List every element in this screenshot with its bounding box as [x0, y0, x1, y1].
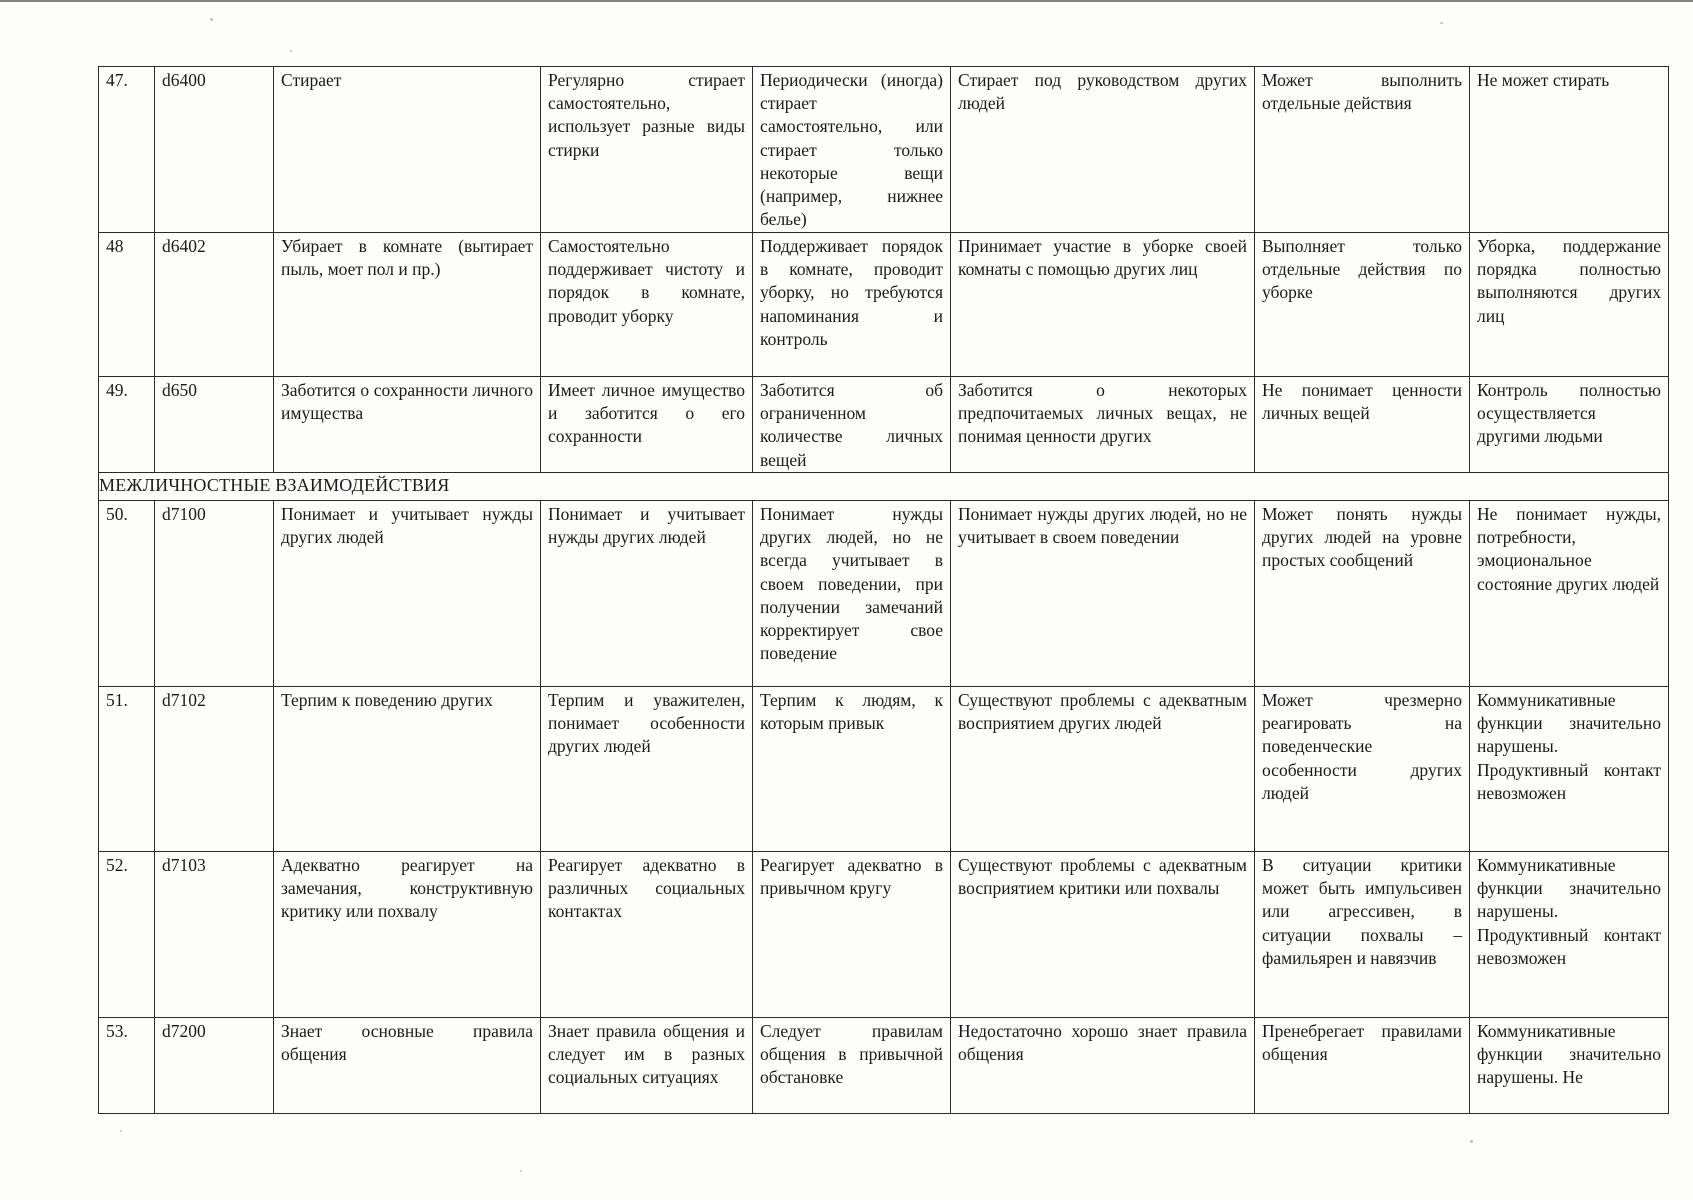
row-number: 50. — [99, 501, 155, 687]
level-cell: Понимает и учитывает нужды других людей — [541, 501, 753, 687]
row-number: 49. — [99, 377, 155, 473]
level-cell: Периодически (иногда) стирает самостоятельно, или стирает только некоторые вещи (например, нижнее белье) — [753, 67, 951, 233]
activity-name: Знает основные правила общения — [274, 1018, 541, 1114]
level-cell: Не может стирать — [1470, 67, 1669, 233]
level-cell: Терпим и уважителен, понимает особенности других людей — [541, 687, 753, 852]
activity-name: Понимает и учитывает нужды других людей — [274, 501, 541, 687]
row-number: 52. — [99, 852, 155, 1018]
level-cell: Существуют проблемы с адекватным восприятием критики или похвалы — [951, 852, 1255, 1018]
assessment-table — [98, 66, 1669, 1114]
scan-top-edge — [0, 0, 1693, 2]
table-row — [99, 377, 1669, 473]
scan-speck — [520, 1170, 522, 1172]
row-number: 47. — [99, 67, 155, 233]
level-cell: Уборка, поддержание порядка полностью выполняются других лиц — [1470, 233, 1669, 377]
level-cell: Знает правила общения и следует им в разных социальных ситуациях — [541, 1018, 753, 1114]
level-cell: Принимает участие в уборке своей комнаты с помощью других лиц — [951, 233, 1255, 377]
table-row — [99, 1018, 1669, 1114]
level-cell: Выполняет только отдельные действия по уборке — [1255, 233, 1470, 377]
level-cell: Может чрезмерно реагировать на поведенческие особенности других людей — [1255, 687, 1470, 852]
level-cell: Коммуникативные функции значительно нарушены. Продуктивный контакт невозможен — [1470, 852, 1669, 1018]
scan-speck — [210, 18, 213, 21]
table-row — [99, 233, 1669, 377]
level-cell: Стирает под руководством других людей — [951, 67, 1255, 233]
level-cell: Коммуникативные функции значительно нарушены. Не — [1470, 1018, 1669, 1114]
level-cell: Понимает нужды других людей, но не всегда учитывает в своем поведении, при получении замечаний корректирует свое поведение — [753, 501, 951, 687]
section-row — [99, 473, 1669, 501]
section-title: МЕЖЛИЧНОСТНЫЕ ВЗАИМОДЕЙСТВИЯ — [99, 473, 1669, 501]
level-cell: Может выполнить отдельные действия — [1255, 67, 1470, 233]
scan-speck — [1440, 22, 1443, 24]
icf-code: d650 — [155, 377, 274, 473]
table-row — [99, 501, 1669, 687]
icf-code: d6402 — [155, 233, 274, 377]
level-cell: Недостаточно хорошо знает правила общения — [951, 1018, 1255, 1114]
row-number: 48 — [99, 233, 155, 377]
activity-name: Заботится о сохранности личного имущества — [274, 377, 541, 473]
level-cell: Поддерживает порядок в комнате, проводит уборку, но требуются напоминания и контроль — [753, 233, 951, 377]
scan-speck — [290, 50, 292, 52]
level-cell: Может понять нужды других людей на уровне простых сообщений — [1255, 501, 1470, 687]
row-number: 53. — [99, 1018, 155, 1114]
activity-name: Стирает — [274, 67, 541, 233]
icf-code: d7100 — [155, 501, 274, 687]
level-cell: Заботится об ограниченном количестве личных вещей — [753, 377, 951, 473]
level-cell: Имеет личное имущество и заботится о его сохранности — [541, 377, 753, 473]
table-row — [99, 67, 1669, 233]
icf-code: d7200 — [155, 1018, 274, 1114]
level-cell: Реагирует адекватно в привычном кругу — [753, 852, 951, 1018]
level-cell: В ситуации критики может быть импульсивен или агрессивен, в ситуации похвалы – фамильярен и навязчив — [1255, 852, 1470, 1018]
level-cell: Реагирует адекватно в различных социальных контактах — [541, 852, 753, 1018]
activity-name: Убирает в комнате (вытирает пыль, моет пол и пр.) — [274, 233, 541, 377]
level-cell: Коммуникативные функции значительно нарушены. Продуктивный контакт невозможен — [1470, 687, 1669, 852]
scan-speck — [1470, 1140, 1473, 1143]
level-cell: Терпим к людям, к которым привык — [753, 687, 951, 852]
scan-speck — [120, 1130, 122, 1132]
level-cell: Самостоятельно поддерживает чистоту и порядок в комнате, проводит уборку — [541, 233, 753, 377]
table-row — [99, 852, 1669, 1018]
level-cell: Пренебрегает правилами общения — [1255, 1018, 1470, 1114]
level-cell: Не понимает нужды, потребности, эмоциональное состояние других людей — [1470, 501, 1669, 687]
level-cell: Контроль полностью осуществляется другими людьми — [1470, 377, 1669, 473]
level-cell: Понимает нужды других людей, но не учитывает в своем поведении — [951, 501, 1255, 687]
icf-code: d7102 — [155, 687, 274, 852]
icf-code: d7103 — [155, 852, 274, 1018]
activity-name: Терпим к поведению других — [274, 687, 541, 852]
table-row — [99, 687, 1669, 852]
level-cell: Существуют проблемы с адекватным восприятием других людей — [951, 687, 1255, 852]
activity-name: Адекватно реагирует на замечания, конструктивную критику или похвалу — [274, 852, 541, 1018]
level-cell: Следует правилам общения в привычной обстановке — [753, 1018, 951, 1114]
level-cell: Заботится о некоторых предпочитаемых личных вещах, не понимая ценности других — [951, 377, 1255, 473]
level-cell: Не понимает ценности личных вещей — [1255, 377, 1470, 473]
icf-code: d6400 — [155, 67, 274, 233]
row-number: 51. — [99, 687, 155, 852]
level-cell: Регулярно стирает самостоятельно, использует разные виды стирки — [541, 67, 753, 233]
